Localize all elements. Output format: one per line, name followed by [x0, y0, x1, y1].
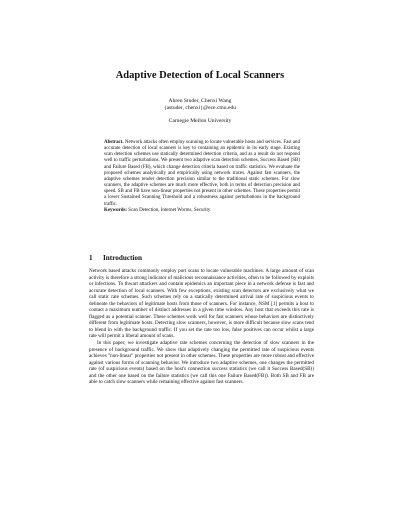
abstract-text: Network attacks often employ scanning to locate vulnerable hosts and services. Fast and accurate detection of local scanners is key to containing an epidemic in its early stage. Existing scan detection schemes use statically determined detection criteria, and as a result do not respond well to traffic perturbations. We present two adaptive scan detection schemes, Success Based (SB) and Failure Based (FB), which change detection criteria based on traffic statistics. We evaluate the proposed schemes analytically and empirically using network traces. Against fast scanners, the adaptive schemes render detection precision similar to the traditional static schemes. For slow scanners, the adaptive schemes are much more effective, both in terms of detection precision and speed. SB and FB have non-linear properties not present in other schemes. These properties permit a lower Sustained Scanning Threshold and a robustness against perturbations in the background traffic. — [104, 140, 300, 207]
keywords-line — [104, 208, 300, 214]
abstract-paragraph — [104, 140, 300, 208]
section-title: Introduction — [103, 254, 143, 262]
abstract-label: Abstract. — [104, 140, 124, 145]
author-emails: {astuder, chenxi}@ece.cmu.edu — [163, 105, 237, 111]
body-paragraph-2: In this paper, we investigate adaptive rate schemes concerning the detection of slow scanners in the presence of background traffic. We show that adaptively changing the permitted rate of suspicious events achieves "non-linear" properties not present in other schemes. These properties are more robust and effective against various forms of scanning behavior. We introduce two adaptive schemes, one changes the permitted rate (of suspicious events) based on the host's connection success statistics (we call it Success Based(SB)) and the other one based on the failure statistics (we call this one Failure Based(FB)). Both SB and FB are able to catch slow scanners while remaining effective against fast scanners. — [89, 340, 314, 386]
keywords-label: Keywords: — [104, 207, 128, 213]
keywords-text: Scan Detection, Internet Worms, Security — [128, 207, 211, 213]
author-names: Ahren Studer, Chenxi Wang — [168, 98, 232, 104]
body-text — [89, 268, 314, 386]
section-number: 1 — [89, 254, 93, 262]
author-affiliation: Carnegie Mellon University — [168, 118, 232, 124]
section-heading — [89, 254, 142, 262]
paper-title: Adaptive Detection of Local Scanners — [115, 70, 285, 81]
body-paragraph-1: Network based attacks commonly employ port scans to locate vulnerable machines. A large amount of scan activity is therefore a strong indicator of malicious reconnaissance activities, often to be followed by exploits or infections. To thwart attackers and contain epidemics an important piece in a network defense is fast and accurate detection of local scanners. With few exceptions, existing scan detectors are exclusively what we call static rate schemes. Such schemes rely on a statically determined arrival rate of suspicious events to delineate the behaviors of legitimate hosts from those of scanners. For instance, NSM [1] permits a host to contact a maximum number of distinct addresses in a given time window. Any host that exceeds this rate is flagged as a potential scanner. These schemes work well for fast scanners whose behaviors are distinctively different from legitimate hosts. Detecting slow scanners, however, is more difficult because slow scans tend to blend in with the background traffic. If you set the rate too low, false positives can occur whilst a large rate will permit a liberal amount of scans. — [89, 268, 314, 340]
abstract-block — [104, 140, 300, 214]
